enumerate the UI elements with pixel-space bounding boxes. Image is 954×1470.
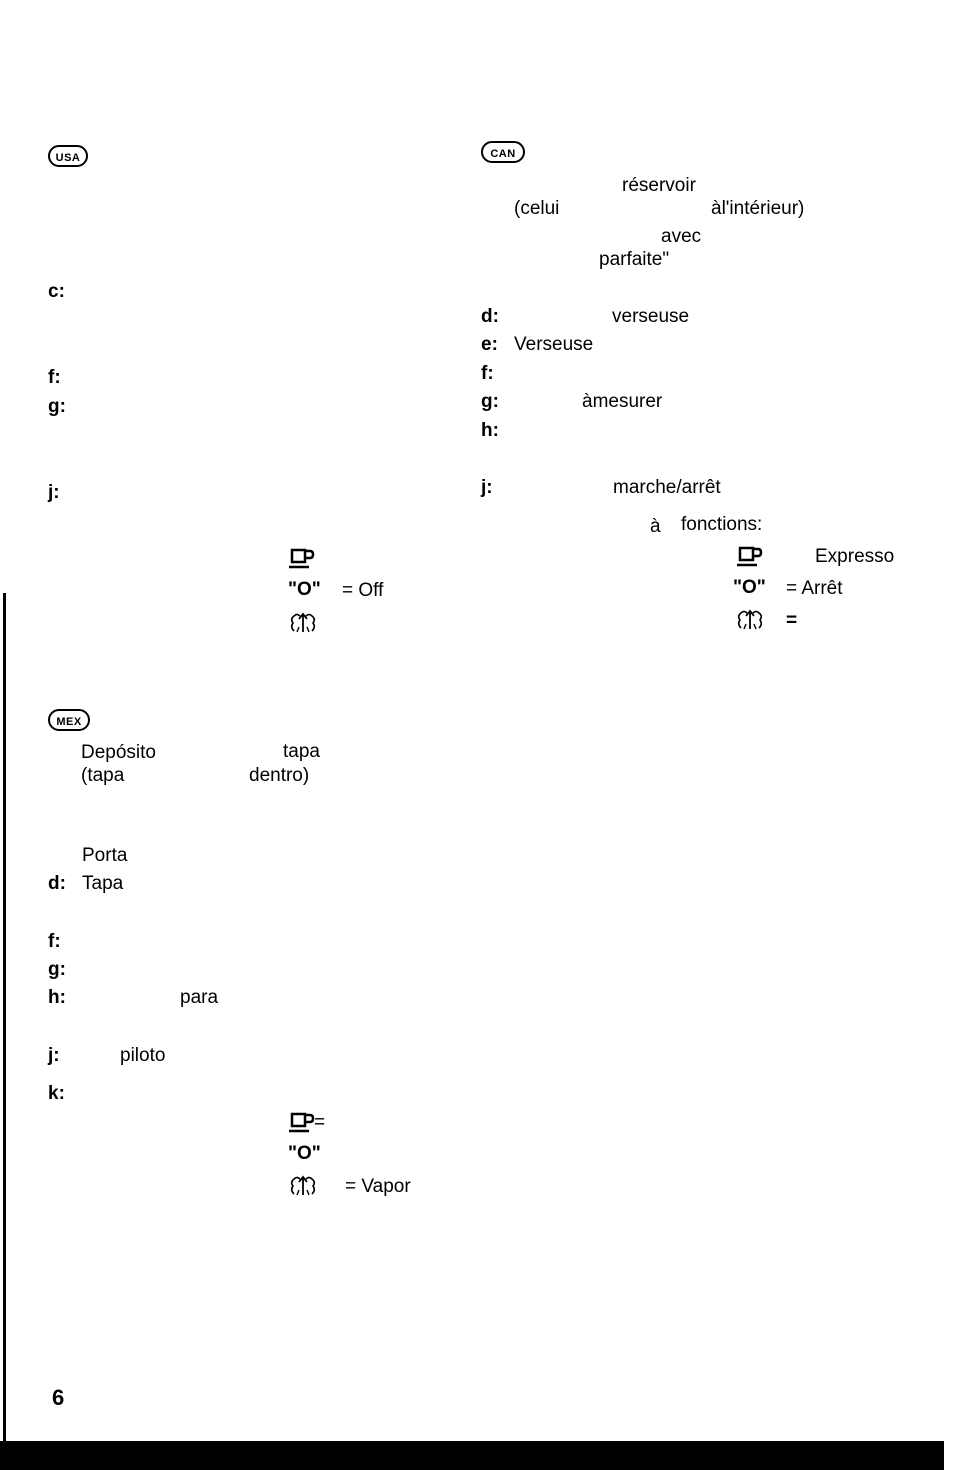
can-off-text: = Arrêt <box>786 578 843 599</box>
mex-steam-text: = Vapor <box>345 1176 411 1197</box>
mex-cup-equals: = <box>314 1112 326 1133</box>
usa-label-g: g: <box>48 396 66 417</box>
can-text-reservoir: réservoir <box>622 175 696 196</box>
can-text-a: à <box>650 516 661 537</box>
can-badge: CAN <box>481 141 525 163</box>
usa-label-j: j: <box>48 482 60 503</box>
can-steam-equals: = <box>786 610 798 631</box>
usa-off-text: = Off <box>342 580 384 601</box>
mex-label-g: g: <box>48 959 66 980</box>
mex-value-d: Tapa <box>82 873 124 894</box>
can-label-h: h: <box>481 420 499 441</box>
can-label-j: j: <box>481 477 493 498</box>
bottom-bar <box>0 1441 944 1470</box>
left-margin-bar <box>3 593 6 1441</box>
can-text-avec: avec <box>661 226 702 247</box>
mex-text-porta: Porta <box>82 845 128 866</box>
expresso-cup-icon <box>287 547 317 571</box>
can-text-celui: (celui <box>514 198 560 219</box>
mex-label-d: d: <box>48 873 66 894</box>
mex-value-j: piloto <box>120 1045 166 1066</box>
mex-text-deposito: Depósito <box>81 742 156 763</box>
mex-label-f: f: <box>48 931 61 952</box>
can-expresso-text: Expresso <box>815 546 895 567</box>
expresso-cup-icon <box>287 1111 317 1135</box>
mex-text-dentro: dentro) <box>249 765 310 786</box>
page-number: 6 <box>52 1385 65 1410</box>
can-label-f: f: <box>481 363 494 384</box>
can-value-d: verseuse <box>612 306 690 327</box>
mex-label-h: h: <box>48 987 66 1008</box>
can-label-e: e: <box>481 334 498 355</box>
usa-off-symbol: "O" <box>288 579 321 600</box>
expresso-cup-icon <box>735 545 765 569</box>
mex-label-j: j: <box>48 1045 60 1066</box>
can-label-d: d: <box>481 306 499 327</box>
mex-label-k: k: <box>48 1083 65 1104</box>
mex-text-tapa: tapa <box>283 741 320 762</box>
can-off-symbol: "O" <box>733 577 766 598</box>
usa-badge: USA <box>48 145 88 167</box>
can-label-g: g: <box>481 391 499 412</box>
mex-text-tapa2: (tapa <box>81 765 125 786</box>
can-text-parfaite: parfaite" <box>599 249 670 270</box>
steam-icon <box>287 611 319 635</box>
can-text-interieur: àl'intérieur) <box>711 198 805 219</box>
can-value-g: àmesurer <box>582 391 663 412</box>
can-value-j: marche/arrêt <box>613 477 721 498</box>
steam-icon <box>734 608 766 632</box>
can-text-fonctions: fonctions: <box>681 514 763 535</box>
steam-icon <box>287 1174 319 1198</box>
usa-label-f: f: <box>48 367 61 388</box>
mex-badge: MEX <box>48 709 90 731</box>
usa-label-c: c: <box>48 281 65 302</box>
mex-value-h: para <box>180 987 219 1008</box>
can-value-e: Verseuse <box>514 334 594 355</box>
mex-off-symbol: "O" <box>288 1143 321 1164</box>
